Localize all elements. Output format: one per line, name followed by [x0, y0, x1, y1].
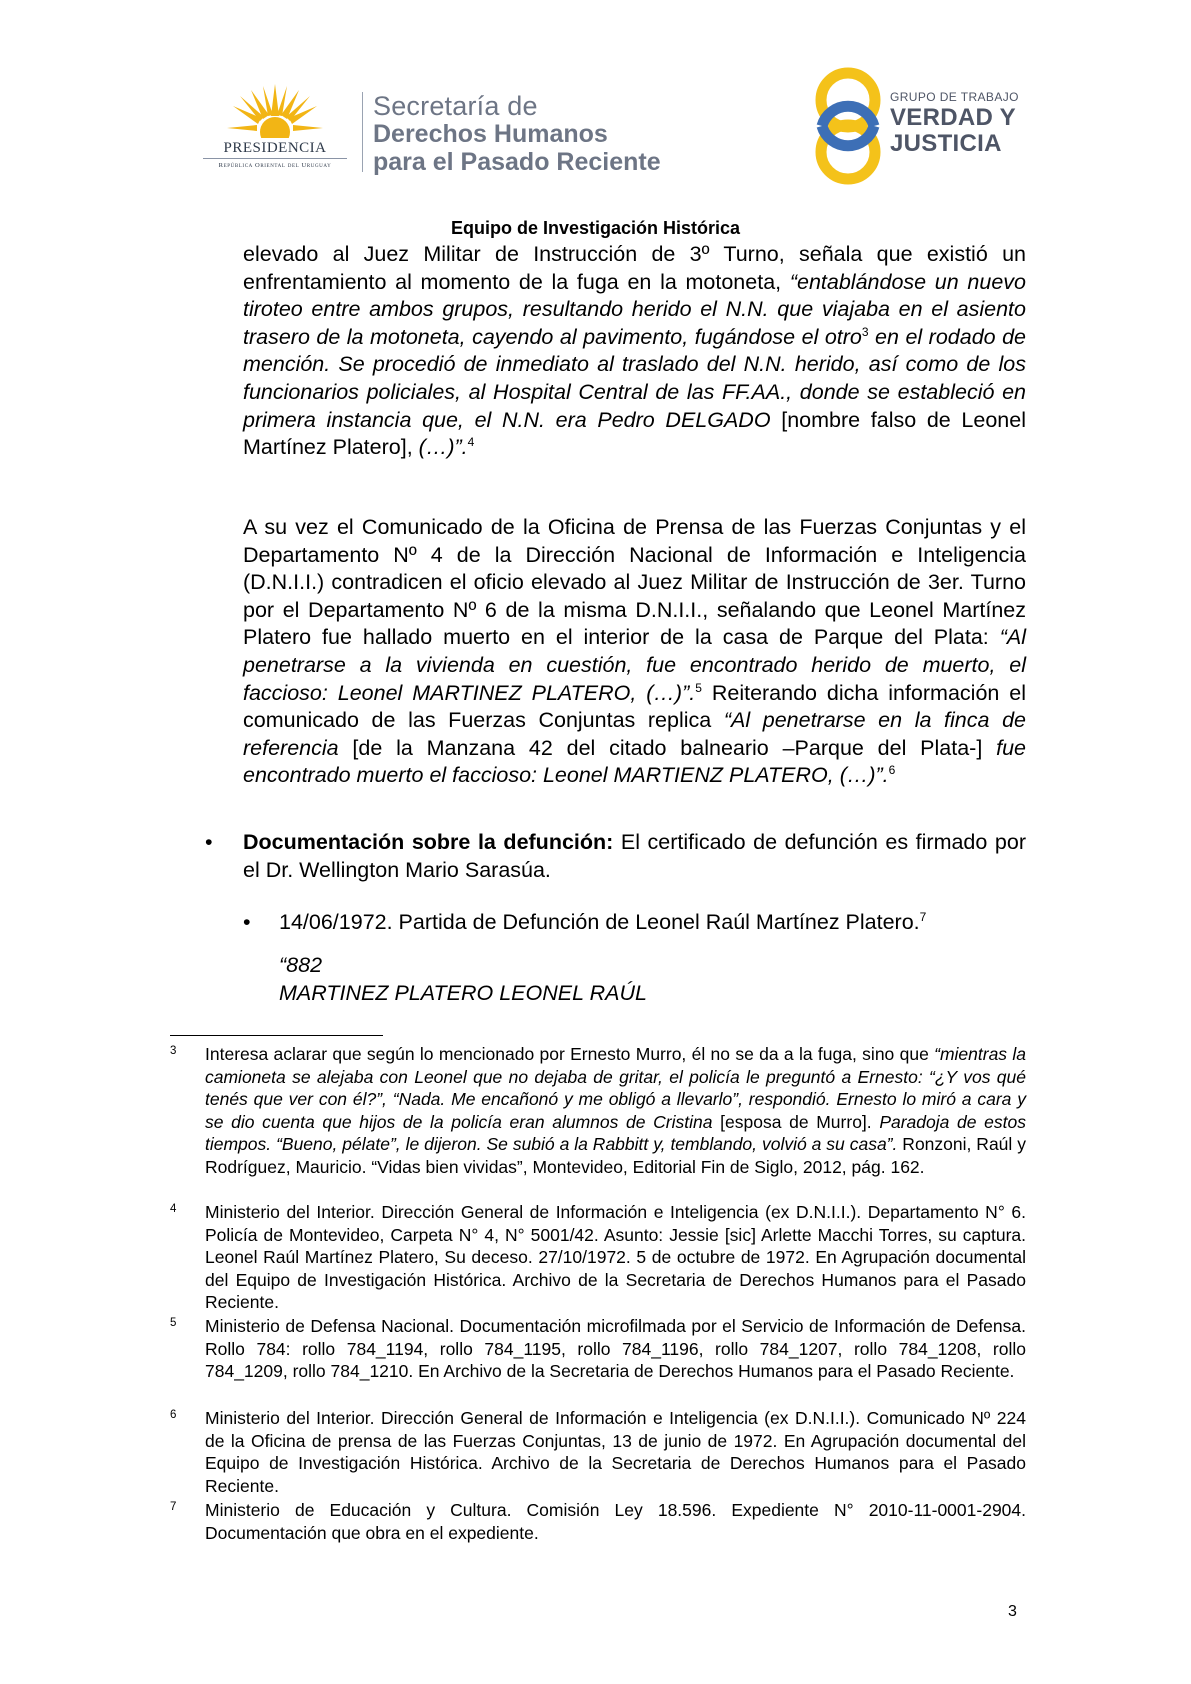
presidencia-rule — [203, 158, 347, 159]
secretaria-title — [373, 92, 661, 176]
grupo-line-2: VERDAD Y — [890, 104, 1016, 131]
quote-line-1: “882 — [279, 953, 323, 977]
p1-bracket: [nombre falso de Leonel Martínez Platero], — [243, 407, 1026, 460]
p1-text-a: elevado al Juez Militar de Instrucción de 3º Turno, señala que existió un enfrentamiento al momento de la fuga en la motoneta, — [243, 242, 1026, 294]
footnote-ref-6[interactable]: 6 — [888, 763, 896, 778]
quote-line-2: MARTINEZ PLATERO LEONEL RAÚL — [279, 981, 647, 1005]
footnote-ref-7[interactable]: 7 — [919, 909, 927, 924]
bullet-icon: • — [205, 830, 213, 854]
bullet-icon: • — [243, 910, 251, 934]
footnote-3-bracket: [esposa de Murro]. — [712, 1111, 880, 1132]
grupo-trabajo-title — [890, 90, 1019, 157]
footnote-3-quote-b: Paradoja de estos tiempos. “Bueno, pélate”, le dijeron. Se subió a la Rabbitt y, temblando, volvió a su casa”. — [205, 1111, 1026, 1154]
grupo-line-1: GRUPO DE TRABAJO — [890, 90, 1019, 104]
footnote-number: 3 — [170, 1045, 177, 1057]
footnote-number: 4 — [170, 1203, 177, 1215]
quote-block — [279, 951, 647, 1007]
bullet-text: 14/06/1972. Partida de Defunción de Leonel Raúl Martínez Platero. — [279, 910, 920, 934]
p2-quote-2: “Al penetrarse en la finca de referencia — [243, 708, 1026, 760]
footnote-text — [205, 1043, 1026, 1178]
sun-icon — [225, 82, 325, 144]
header-divider — [362, 92, 363, 172]
bullet-heading: Documentación sobre la defunción: — [243, 830, 614, 854]
footnote-ref-5[interactable]: 5 — [695, 680, 702, 695]
running-header: Equipo de Investigación Histórica — [450, 218, 741, 238]
p1-quote-end: (…)”. — [418, 435, 468, 460]
presidencia-sublabel: República Oriental del Uruguay — [218, 162, 332, 169]
bullet-item-defuncion — [243, 829, 1026, 884]
grupo-line-3: JUSTICIA — [890, 130, 1002, 157]
paragraph-2 — [243, 514, 1026, 790]
secretaria-line-1: Secretaría de — [373, 91, 538, 121]
footnote-ref-3[interactable]: 3 — [861, 324, 869, 339]
p2-quote-1: “Al penetrarse a la vivienda en cuestión, fue encontrado herido de muerto, el faccioso: Leonel MARTINEZ PLATERO, (…)”. — [243, 625, 1026, 705]
p2-text-a: A su vez el Comunicado de la Oficina de Prensa de las Fuerzas Conjuntas y el Departamento Nº 4 de la Dirección Nacional de Información e Inteligencia (D.N.I.I.) contradicen el oficio elevado al Juez Militar de Instrucción de 3er. Turno por el Departamento Nº 6 de la misma D.N.I.I., señalando que Leonel Martínez Platero fue hallado muerto en el interior de la casa de Parque del Plata: — [243, 515, 1026, 650]
rings-logo-icon — [808, 60, 888, 192]
secretaria-line-3: para el Pasado Reciente — [373, 148, 661, 176]
footnote-number: 7 — [170, 1501, 177, 1513]
footnote-text: Ministerio de Defensa Nacional. Documentación microfilmada por el Servicio de Información de Defensa. Rollo 784: rollo 784_1194, rollo 784_1195, rollo 784_1196, rollo 784_1207, rollo 784_1208, rollo 784_1209, rollo 784_1210. En Archivo de la Secretaria de Derechos Humanos para el Pasado Reciente. — [205, 1316, 1026, 1381]
footnote-text: Ministerio del Interior. Dirección General de Información e Inteligencia (ex D.N.I.I.). Departamento N° 6. Policía de Montevideo, Carpeta N° 4, N° 5001/42. Asunto: Jessie [sic] Arlette Macchi Torres, su captura. Leonel Raúl Martínez Platero, Su deceso. 27/10/1972. 5 de octubre de 1972. En Agrupación documental del Equipo de Investigación Histórica. Archivo de la Secretaria de Derechos Humanos para el Pasado Reciente. — [205, 1202, 1026, 1312]
footnote-3-citation: Ronzoni, Raúl y Rodríguez, Mauricio. “Vidas bien vividas”, Montevideo, Editorial Fin de Siglo, 2012, pág. 162. — [205, 1134, 1026, 1177]
footnote-text: Ministerio de Educación y Cultura. Comisión Ley 18.596. Expediente N° 2010-11-0001-2904. Documentación que obra en el expediente. — [205, 1500, 1026, 1543]
footnote-separator — [170, 1035, 383, 1036]
secretaria-line-2: Derechos Humanos — [373, 120, 608, 148]
footnote-text: Ministerio del Interior. Dirección General de Información e Inteligencia (ex D.N.I.I.). Comunicado Nº 224 de la Oficina de prensa de las Fuerzas Conjuntas, 13 de junio de 1972. En Agrupación documental del Equipo de Investigación Histórica. Archivo de la Secretaria de Derechos Humanos para el Pasado Reciente. — [205, 1408, 1026, 1496]
bullet-text: El certificado de defunción es firmado por el Dr. Wellington Mario Sarasúa. — [243, 830, 1026, 882]
presidencia-logo — [195, 82, 355, 182]
p2-bracket: [de la Manzana 42 del citado balneario –Parque del Plata-] — [338, 735, 997, 760]
footnote-3-quote-a: “mientras la camioneta se alejaba con Leonel que no dejaba de gritar, el policía le preguntó a Ernesto: “¿Y vos qué tenés que ver con él?”, “Nada. Me encañonó y me obligó a llevarlo”, respondió. Ernesto lo miró a cara y se dio cuenta que hijos de la policía eran alumnos de Cristina — [205, 1044, 1026, 1132]
p2-text-c: Reiterando dicha información el comunicado de las Fuerzas Conjuntas replica — [243, 680, 1026, 733]
p2-quote-3: fue encontrado muerto el faccioso: Leonel MARTIENZ PLATERO, (…)”. — [243, 735, 1026, 788]
footnote-number: 6 — [170, 1409, 177, 1421]
presidencia-label: PRESIDENCIA — [223, 140, 327, 156]
p1-quote-cont: en el rodado de mención. Se procedió de inmediato al traslado del N.N. herido, así como de los funcionarios policiales, al Hospital Central de las FF.AA., donde se estableció en primera instancia que, el N.N. era Pedro DELGADO — [243, 324, 1026, 432]
footnote-number: 5 — [170, 1317, 177, 1329]
footnote-ref-4[interactable]: 4 — [467, 435, 475, 449]
footnote-3-text-a: Interesa aclarar que según lo mencionado por Ernesto Murro, él no se da a la fuga, sino que — [205, 1044, 935, 1064]
page-number: 3 — [1008, 1603, 1017, 1620]
p1-quote: “entablándose un nuevo tiroteo entre ambos grupos, resultando herido el N.N. que viajaba en el asiento trasero de la motoneta, cayendo al pavimento, fugándose el otro — [243, 269, 1026, 349]
paragraph-1 — [243, 241, 1026, 462]
bullet-item-partida — [279, 909, 1026, 937]
